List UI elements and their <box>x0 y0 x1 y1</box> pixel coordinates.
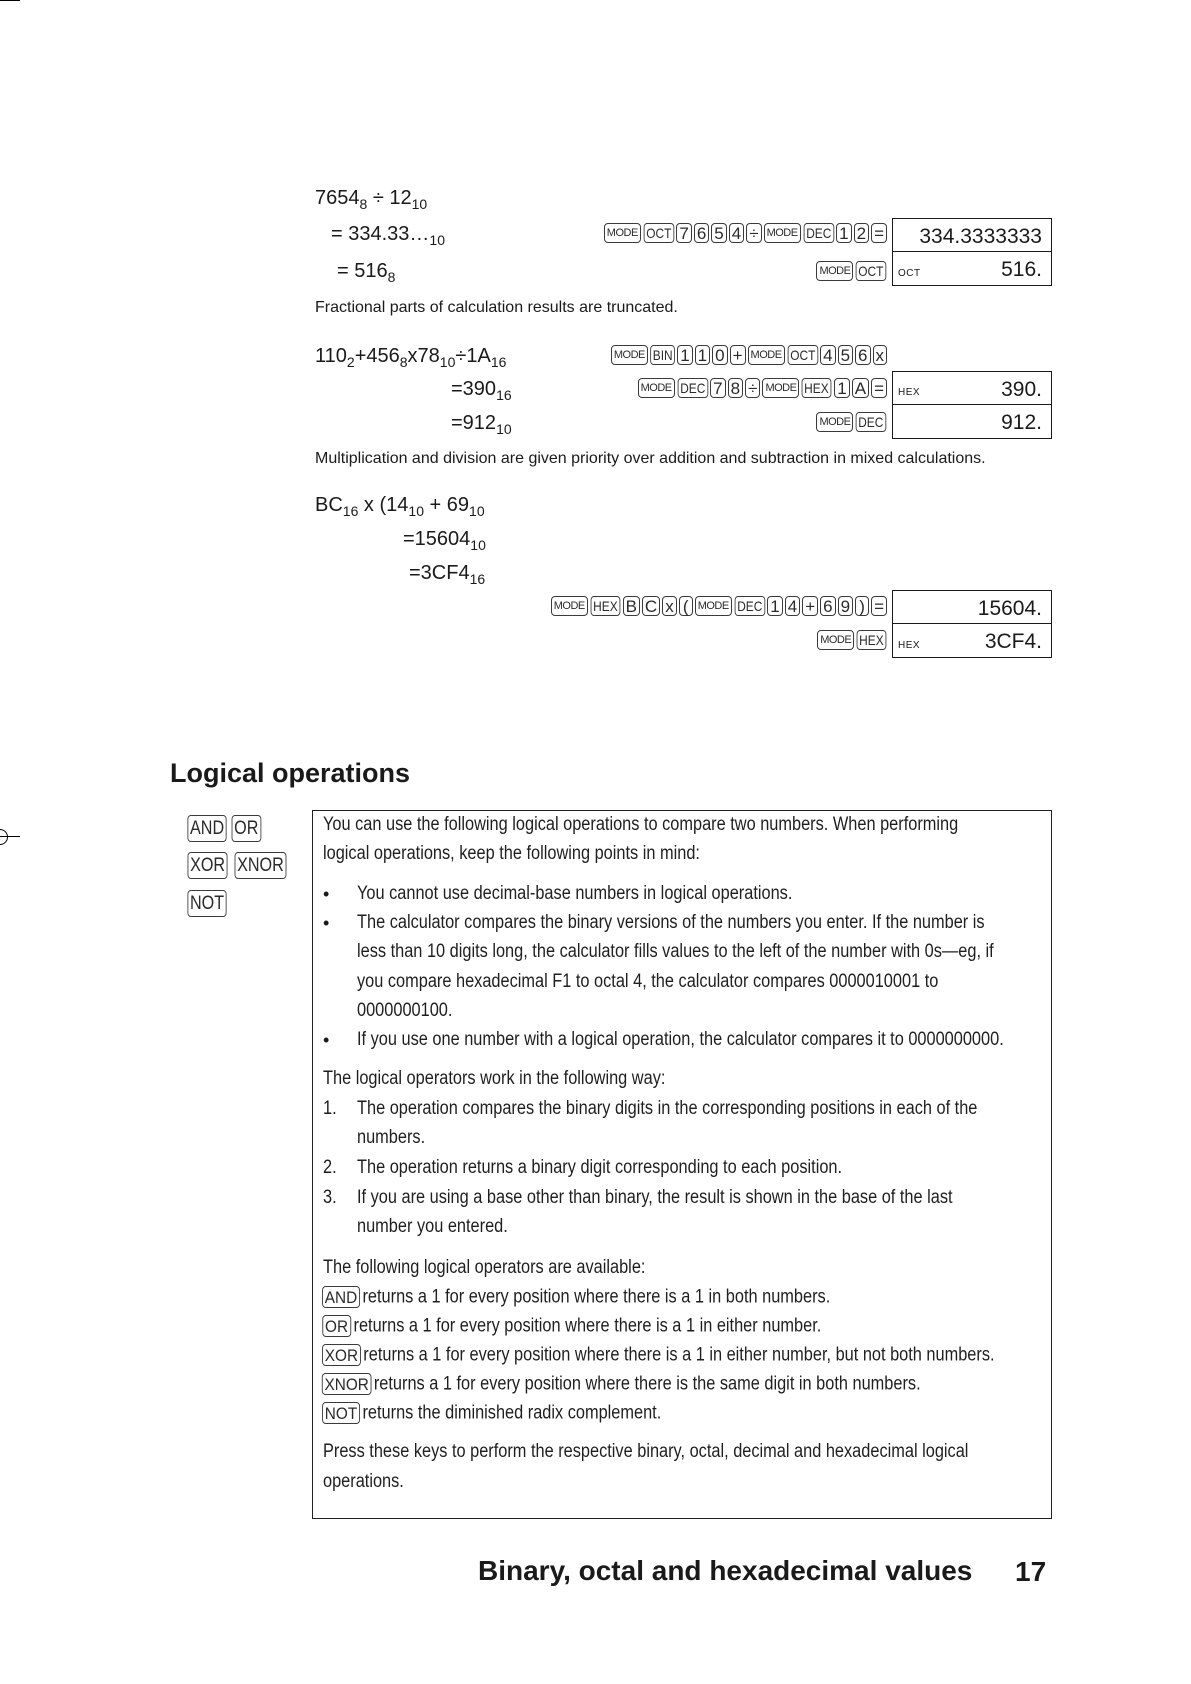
equals-key-icon: = <box>871 596 887 616</box>
7-key-icon: 7 <box>676 223 691 243</box>
hex-key-icon: HEX <box>802 378 832 398</box>
example1-keys-row1 <box>604 223 887 243</box>
intro-line-1: You can use the following logical operations to compare two numbers. When performing <box>323 814 959 835</box>
side-keys-row3 <box>186 890 228 917</box>
mode-key-icon: MODE <box>748 345 785 365</box>
and-key-icon: AND <box>322 1286 360 1308</box>
example1-note: Fractional parts of calculation results are truncated. <box>315 299 678 316</box>
and-key-icon: AND <box>187 815 226 842</box>
example1-display-1 <box>892 218 1052 252</box>
dec-key-icon: DEC <box>677 378 707 398</box>
mode-key-icon: MODE <box>611 345 648 365</box>
footer-title: Binary, octal and hexadecimal values <box>478 1555 973 1586</box>
2-key-icon: 2 <box>854 223 869 243</box>
step-3-line-2: number you entered. <box>357 1216 508 1237</box>
operator-xnor: XNOR returns a 1 for every position where there is the same digit in both numbers. <box>323 1373 921 1396</box>
xnor-key-icon: XNOR <box>235 852 287 879</box>
bullet-2-line-3: you compare hexadecimal F1 to octal 4, the calculator compares 0000010001 to <box>357 971 939 992</box>
or-key-icon: OR <box>322 1315 350 1337</box>
mode-key-icon: MODE <box>816 261 853 281</box>
work-intro: The logical operators work in the following way: <box>323 1068 666 1089</box>
c-key-icon: C <box>642 596 660 616</box>
example2-note: Multiplication and division are given priority over addition and subtraction in mixed calculations. <box>315 450 986 467</box>
example2-result-hex: $=390_{16}$ <box>451 378 512 403</box>
display-indicator: OCT <box>898 268 921 279</box>
crop-mark-top <box>0 0 20 1</box>
bullet-icon: • <box>323 913 330 933</box>
or-key-icon: OR <box>232 815 261 842</box>
step-1-line-2: numbers. <box>357 1127 426 1148</box>
multiply-key-icon: x <box>662 596 677 616</box>
1-key-icon: 1 <box>834 378 849 398</box>
display-value: 516. <box>1001 258 1042 281</box>
6-key-icon: 6 <box>694 223 709 243</box>
0-key-icon: 0 <box>712 345 727 365</box>
bullet-icon: • <box>323 1030 330 1050</box>
display-value: 15604. <box>977 597 1042 620</box>
5-key-icon: 5 <box>838 345 853 365</box>
mode-key-icon: MODE <box>816 412 853 432</box>
1-key-icon: 1 <box>767 596 782 616</box>
step-number: 3. <box>323 1187 337 1208</box>
oct-key-icon: OCT <box>643 223 673 243</box>
available-intro: The following logical operators are available: <box>323 1257 646 1278</box>
equals-key-icon: = <box>871 223 887 243</box>
mode-key-icon: MODE <box>551 596 588 616</box>
display-value: 390. <box>1001 378 1042 401</box>
4-key-icon: 4 <box>785 596 800 616</box>
xnor-key-icon: XNOR <box>322 1373 372 1395</box>
registration-circle <box>0 829 8 845</box>
press-line-2: operations. <box>323 1471 404 1492</box>
step-3-line-1: If you are using a base other than binary, the result is shown in the base of the last <box>357 1187 953 1208</box>
example2-keys-row1 <box>611 345 887 365</box>
bullet-2-line-4: 0000000100. <box>357 1000 453 1021</box>
4-key-icon: 4 <box>729 223 744 243</box>
page-number: 17 <box>1015 1556 1047 1587</box>
mode-key-icon: MODE <box>604 223 641 243</box>
display-value: 912. <box>1001 411 1042 434</box>
equals-key-icon: = <box>871 378 887 398</box>
7-key-icon: 7 <box>710 378 725 398</box>
close-paren-key-icon: ) <box>855 596 869 616</box>
mode-key-icon: MODE <box>764 223 801 243</box>
1-key-icon: 1 <box>695 345 710 365</box>
9-key-icon: 9 <box>838 596 853 616</box>
display-indicator: HEX <box>898 640 921 651</box>
a-key-icon: A <box>852 378 869 398</box>
bullet-icon: • <box>323 884 330 904</box>
divide-key-icon: ÷ <box>745 378 760 398</box>
6-key-icon: 6 <box>855 345 870 365</box>
example2-display-2 <box>892 405 1052 439</box>
example3-keys-row2 <box>817 630 887 650</box>
display-indicator: HEX <box>898 387 921 398</box>
example1-result-decimal: = $334.33\dots_{10}$ <box>331 223 445 248</box>
operator-not: NOT returns the diminished radix complement. <box>323 1402 661 1425</box>
intro-line-2: logical operations, keep the following points in mind: <box>323 843 700 864</box>
dec-key-icon: DEC <box>803 223 833 243</box>
display-value: 334.3333333 <box>919 225 1042 248</box>
mode-key-icon: MODE <box>695 596 732 616</box>
operator-xor: XOR returns a 1 for every position where there is a 1 in either number, but not both numbers. <box>323 1344 995 1367</box>
not-key-icon: NOT <box>322 1402 360 1424</box>
side-keys-row1 <box>186 815 262 842</box>
operator-and: AND returns a 1 for every position where there is a 1 in both numbers. <box>323 1286 830 1309</box>
step-number: 1. <box>323 1098 337 1119</box>
xor-key-icon: XOR <box>322 1344 361 1366</box>
4-key-icon: 4 <box>820 345 835 365</box>
operator-or: OR returns a 1 for every position where there is a 1 in either number. <box>323 1315 821 1338</box>
5-key-icon: 5 <box>711 223 726 243</box>
b-key-icon: B <box>623 596 640 616</box>
divide-key-icon: ÷ <box>746 223 761 243</box>
example3-display-1 <box>892 590 1052 624</box>
bullet-3: If you use one number with a logical operation, the calculator compares it to 0000000000. <box>357 1029 1004 1050</box>
bin-key-icon: BIN <box>650 345 675 365</box>
example2-display-1 <box>892 371 1052 405</box>
step-number: 2. <box>323 1157 337 1178</box>
multiply-key-icon: x <box>873 345 888 365</box>
example3-keys-row1 <box>551 596 887 616</box>
dec-key-icon: DEC <box>734 596 764 616</box>
example1-keys-row2 <box>816 261 887 281</box>
example2-keys-row2 <box>638 378 887 398</box>
step-2-line-1: The operation returns a binary digit corresponding to each position. <box>357 1157 843 1178</box>
mode-key-icon: MODE <box>762 378 799 398</box>
1-key-icon: 1 <box>677 345 692 365</box>
hex-key-icon: HEX <box>590 596 620 616</box>
step-1-line-1: The operation compares the binary digits in the corresponding positions in each of the <box>357 1098 978 1119</box>
mode-key-icon: MODE <box>817 630 854 650</box>
oct-key-icon: OCT <box>856 261 886 281</box>
plus-key-icon: + <box>730 345 746 365</box>
bullet-2-line-1: The calculator compares the binary versions of the numbers you enter. If the number is <box>357 912 985 933</box>
example3-display-2 <box>892 624 1052 658</box>
example3-expression: $BC_{16}$ x ($14_{10} + 69_{10}$ <box>315 494 485 519</box>
xor-key-icon: XOR <box>188 852 228 879</box>
example1-display-2 <box>892 252 1052 286</box>
example1-expression: $7654_8 \div 12_{10}$ <box>315 187 428 212</box>
not-key-icon: NOT <box>187 890 226 917</box>
example2-result-dec: $=912_{10}$ <box>451 412 512 437</box>
open-paren-key-icon: ( <box>679 596 693 616</box>
dec-key-icon: DEC <box>856 412 886 432</box>
1-key-icon: 1 <box>836 223 851 243</box>
mode-key-icon: MODE <box>638 378 675 398</box>
plus-key-icon: + <box>802 596 818 616</box>
example3-result-hex: $=3CF4_{16}$ <box>409 562 486 587</box>
example2-expression: $110_2+456_8x78_{10}\div 1A_{16}$ <box>315 345 507 370</box>
section-title: Logical operations <box>170 758 411 788</box>
bullet-1: You cannot use decimal-base numbers in logical operations. <box>357 883 793 904</box>
side-keys-row2 <box>186 852 289 879</box>
display-value: 3CF4. <box>984 630 1042 653</box>
6-key-icon: 6 <box>820 596 835 616</box>
oct-key-icon: OCT <box>787 345 817 365</box>
example2-keys-row3 <box>816 412 887 432</box>
bullet-2-line-2: less than 10 digits long, the calculator fills values to the left of the number with 0s—eg, if <box>357 941 994 962</box>
example3-result-dec: $=15604_{10}$ <box>403 528 486 553</box>
hex-key-icon: HEX <box>857 630 887 650</box>
press-line-1: Press these keys to perform the respective binary, octal, decimal and hexadecimal logical <box>323 1441 969 1462</box>
example1-result-octal: = $516_8$ <box>337 260 396 285</box>
8-key-icon: 8 <box>728 378 743 398</box>
